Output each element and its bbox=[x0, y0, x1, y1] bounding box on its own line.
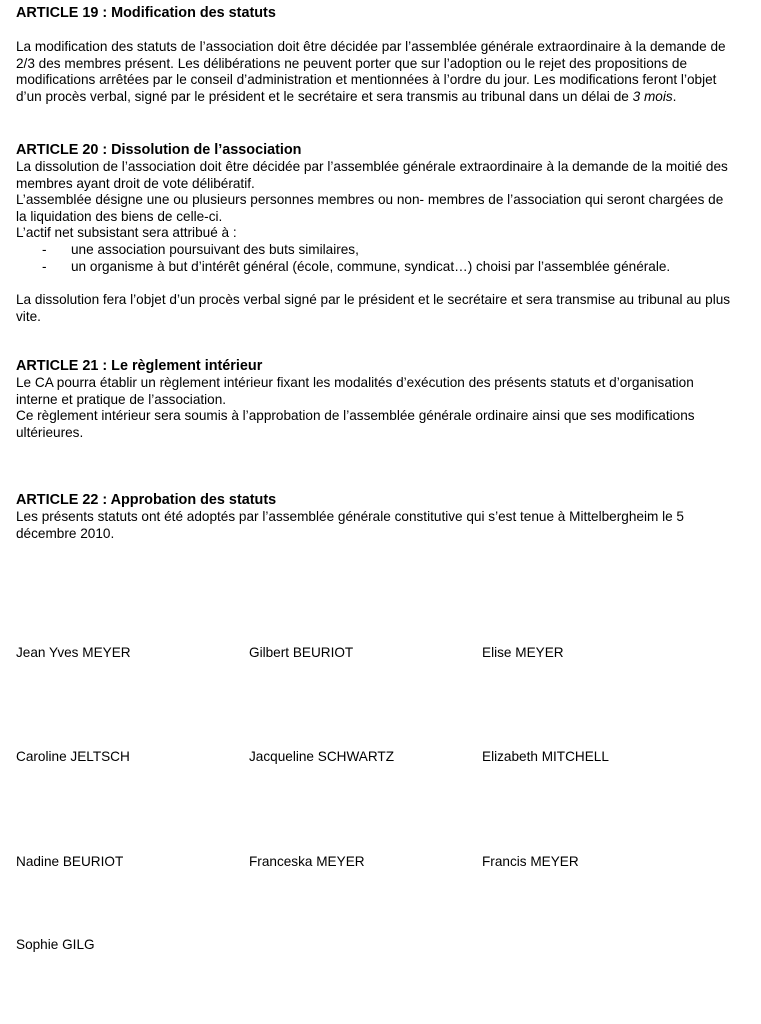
article-20-paragraph-1: La dissolution de l’association doit être décidée par l’assemblée générale extraordinaire à la demande de la moitié des membres ayant droit de vote délibératif. bbox=[16, 159, 728, 191]
article-20-paragraph-2: L’assemblée désigne une ou plusieurs personnes membres ou non- membres de l’association qui seront chargées de la liquidation des biens de celle-ci. bbox=[16, 192, 724, 224]
article-19-delay: 3 mois bbox=[632, 88, 673, 104]
signatory-name: Elizabeth MITCHELL bbox=[482, 749, 609, 764]
signatory-name: Sophie GILG bbox=[16, 937, 95, 952]
article-20-beneficiaries-list bbox=[16, 242, 736, 275]
list-item bbox=[16, 259, 736, 276]
signatory-name: Nadine BEURIOT bbox=[16, 854, 124, 869]
signatory-name: Francis MEYER bbox=[482, 854, 579, 869]
list-item bbox=[16, 242, 736, 259]
article-19-period: . bbox=[672, 88, 677, 104]
article-21-paragraph-2: Ce règlement intérieur sera soumis à l’approbation de l’assemblée générale ordinaire ainsi que ses modifications ultérieures. bbox=[16, 408, 695, 440]
signatory-name: Caroline JELTSCH bbox=[16, 749, 130, 764]
bullet-dash: - bbox=[42, 241, 47, 257]
signatory-name: Franceska MEYER bbox=[249, 854, 365, 869]
list-item-text: une association poursuivant des buts similaires, bbox=[71, 241, 359, 257]
article-20-paragraph-3: L’actif net subsistant sera attribué à : bbox=[16, 225, 237, 241]
article-20-paragraph-4: La dissolution fera l’objet d’un procès verbal signé par le président et le secrétaire et sera transmise au tribunal au plus vite. bbox=[16, 292, 731, 324]
article-19-text: La modification des statuts de l’association doit être décidée par l’assemblée générale extraordinaire à la demande de 2/3 des membres présent. Les délibérations ne peuvent porter que sur l’adoption ou le rejet des propositions de modifications arrêtées par le conseil d’administration et mentionnées à l’ordre du jour. Les modifications feront l’objet d’un procès verbal, signé par le président et le secrétaire et sera transmis au tribunal dans un délai de bbox=[16, 39, 726, 104]
bullet-dash: - bbox=[42, 258, 47, 274]
article-19-title: ARTICLE 19 : Modification des statuts bbox=[16, 5, 276, 21]
signatory-name: Jacqueline SCHWARTZ bbox=[249, 749, 395, 764]
article-22 bbox=[16, 492, 736, 542]
signatory-name: Elise MEYER bbox=[482, 645, 564, 660]
article-22-title: ARTICLE 22 : Approbation des statuts bbox=[16, 492, 277, 508]
article-21-paragraph-1: Le CA pourra établir un règlement intérieur fixant les modalités d’exécution des présents statuts et d’organisation interne et pratique de l’association. bbox=[16, 375, 694, 407]
signatory-name: Gilbert BEURIOT bbox=[249, 645, 354, 660]
article-19-paragraph bbox=[16, 39, 736, 105]
article-19 bbox=[16, 5, 736, 105]
article-21 bbox=[16, 358, 736, 441]
article-21-title: ARTICLE 21 : Le règlement intérieur bbox=[16, 358, 263, 374]
article-22-paragraph: Les présents statuts ont été adoptés par l’assemblée générale constitutive qui s’est tenue à Mittelbergheim le 5 décembre 2010. bbox=[16, 509, 684, 541]
list-item-text: un organisme à but d’intérêt général (école, commune, syndicat…) choisi par l’assemblée générale. bbox=[71, 258, 671, 274]
article-20 bbox=[16, 142, 736, 325]
article-20-title: ARTICLE 20 : Dissolution de l’association bbox=[16, 142, 302, 158]
signatory-name: Jean Yves MEYER bbox=[16, 645, 131, 660]
